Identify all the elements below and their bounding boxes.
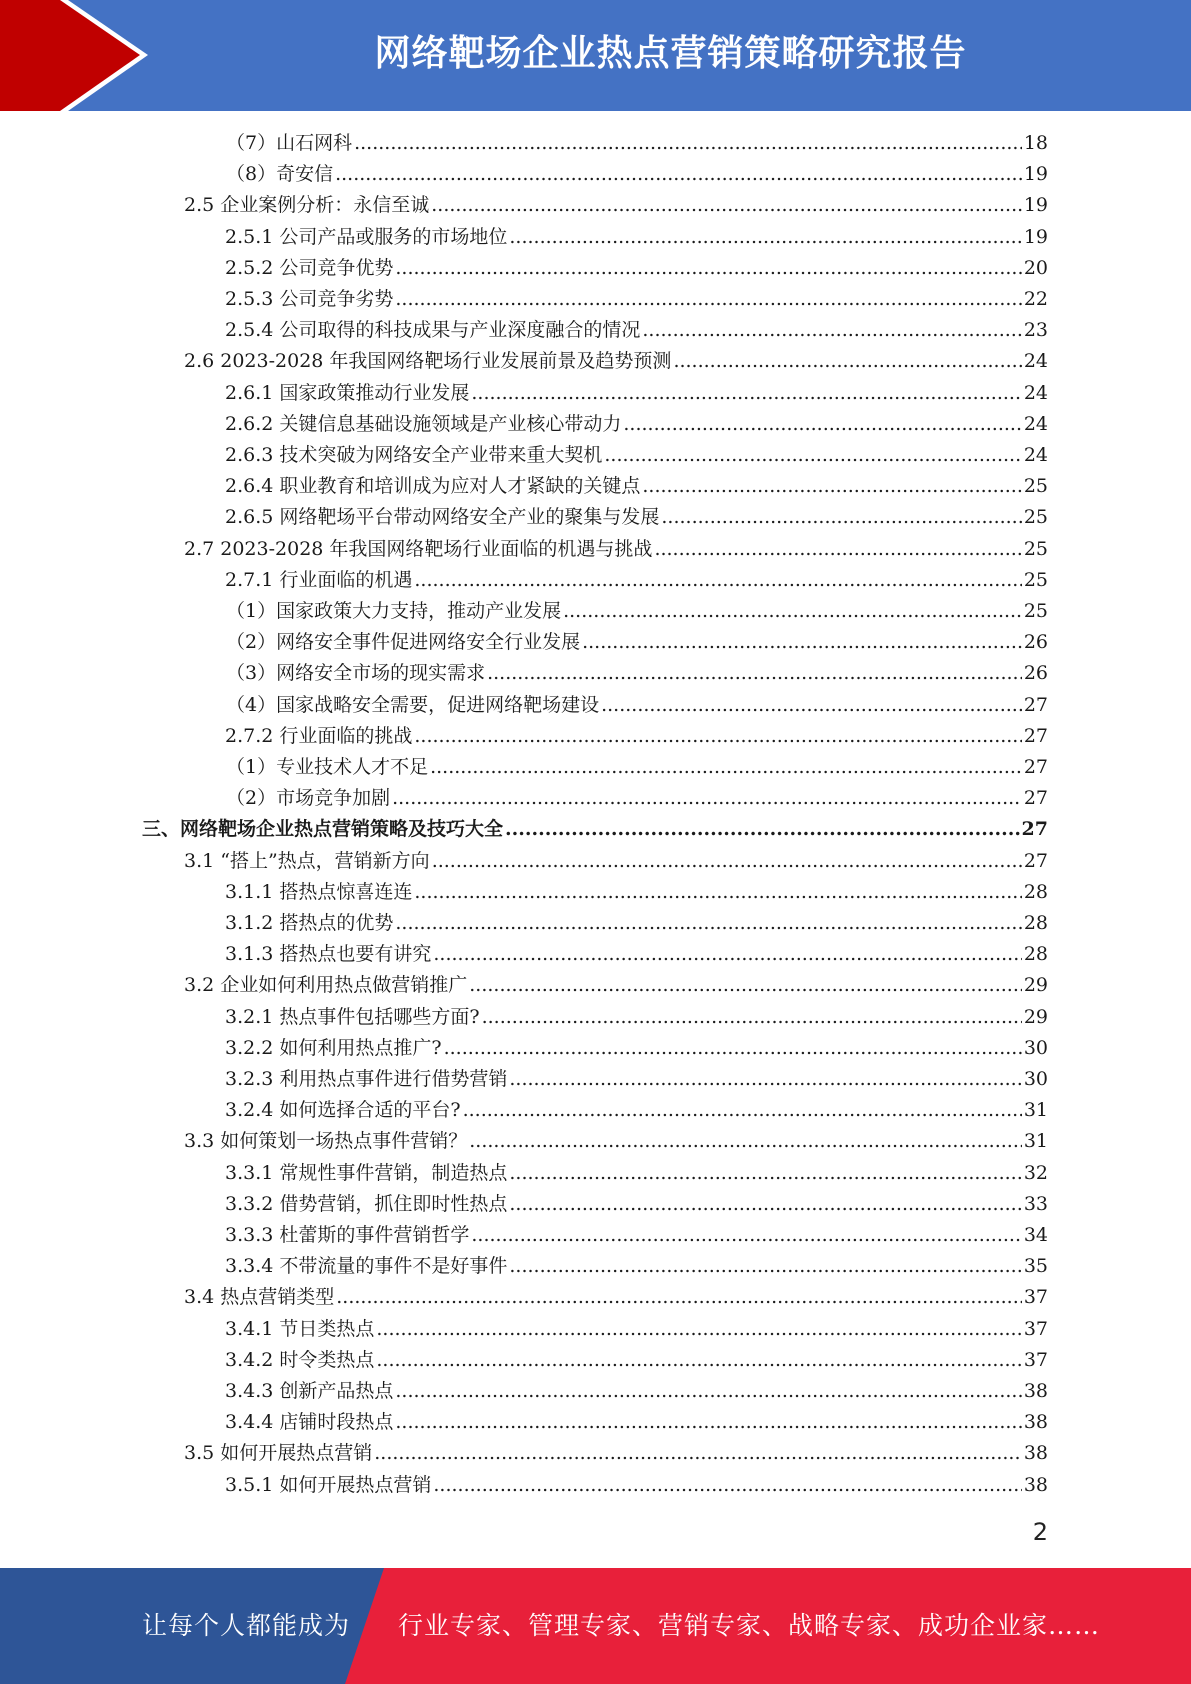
toc-entry-title: 2.6.1 国家政策推动行业发展 bbox=[225, 381, 470, 404]
toc-entry-page: 31 bbox=[1023, 1099, 1048, 1122]
toc-leader-dots bbox=[471, 1220, 1021, 1251]
toc-leader-dots bbox=[642, 315, 1021, 346]
toc-entry-title: （3）网络安全市场的现实需求 bbox=[226, 662, 486, 685]
toc-leader-dots bbox=[395, 1376, 1021, 1407]
toc-entry[interactable] bbox=[226, 159, 1048, 190]
toc-entry-title: 3.2.2 如何利用热点推广? bbox=[225, 1036, 442, 1059]
toc-entry-title: 2.5.2 公司竞争优势 bbox=[225, 256, 394, 279]
toc-entry-title: 2.7.2 行业面临的挑战 bbox=[225, 724, 413, 747]
toc-leader-dots bbox=[433, 939, 1021, 970]
toc-entry[interactable] bbox=[225, 1033, 1048, 1064]
toc-entry-title: 3.4.2 时令类热点 bbox=[225, 1348, 375, 1371]
toc-leader-dots bbox=[414, 721, 1021, 752]
toc-entry-title: 3.4 热点营销类型 bbox=[184, 1286, 335, 1309]
toc-leader-dots bbox=[582, 627, 1022, 658]
toc-entry[interactable] bbox=[225, 1470, 1048, 1501]
toc-leader-dots bbox=[335, 159, 1022, 190]
toc-leader-dots bbox=[433, 1470, 1021, 1501]
toc-entry[interactable] bbox=[225, 1002, 1048, 1033]
toc-entry-page: 19 bbox=[1023, 163, 1048, 186]
document-title: 网络靶场企业热点营销策略研究报告 bbox=[374, 33, 967, 74]
toc-entry-title: 2.7.1 行业面临的机遇 bbox=[225, 568, 413, 591]
toc-entry-page: 27 bbox=[1021, 818, 1048, 841]
toc-entry-page: 27 bbox=[1023, 849, 1048, 872]
toc-leader-dots bbox=[395, 908, 1021, 939]
toc-entry-page: 32 bbox=[1023, 1161, 1048, 1184]
toc-entry-page: 19 bbox=[1023, 194, 1048, 217]
toc-leader-dots bbox=[395, 1407, 1021, 1438]
toc-entry-title: 2.5.4 公司取得的科技成果与产业深度融合的情况 bbox=[225, 319, 641, 342]
toc-leader-dots bbox=[431, 190, 1022, 221]
toc-entry-page: 23 bbox=[1023, 319, 1048, 342]
toc-entry-title: （7）山石网科 bbox=[226, 132, 353, 154]
toc-entry-page: 28 bbox=[1023, 912, 1048, 934]
toc-entry-title: 3.1.3 搭热点也要有讲究 bbox=[225, 943, 432, 966]
toc-entry-title: （4）国家战略安全需要，促进网络靶场建设 bbox=[226, 693, 600, 716]
toc-entry[interactable] bbox=[225, 1095, 1048, 1126]
toc-entry-title: 2.6.3 技术突破为网络安全产业带来重大契机 bbox=[225, 444, 603, 466]
toc-entry-page: 38 bbox=[1023, 1442, 1048, 1465]
toc-entry-title: 3.4.4 店铺时段热点 bbox=[225, 1411, 394, 1434]
toc-leader-dots bbox=[509, 1158, 1021, 1189]
toc-entry-page: 37 bbox=[1023, 1348, 1048, 1371]
toc-entry[interactable] bbox=[184, 1126, 1048, 1157]
toc-entry-page: 38 bbox=[1023, 1411, 1048, 1434]
toc-entry[interactable] bbox=[225, 1314, 1048, 1345]
toc-entry[interactable] bbox=[225, 1158, 1048, 1189]
toc-entry-page: 27 bbox=[1023, 693, 1048, 716]
toc-entry[interactable] bbox=[225, 222, 1048, 253]
toc-entry-page: 37 bbox=[1023, 1286, 1048, 1309]
toc-entry-title: 3.2 企业如何利用热点做营销推广 bbox=[184, 974, 468, 997]
toc-entry[interactable] bbox=[184, 190, 1048, 221]
toc-entry-title: 2.6 2023-2028 年我国网络靶场行业发展前景及趋势预测 bbox=[184, 350, 672, 373]
toc-entry-title: 2.6.5 网络靶场平台带动网络安全产业的聚集与发展 bbox=[225, 506, 660, 529]
toc-entry[interactable] bbox=[225, 721, 1048, 752]
toc-entry[interactable] bbox=[225, 1189, 1048, 1220]
toc-leader-dots bbox=[392, 783, 1022, 814]
toc-entry-title: 3.5.1 如何开展热点营销 bbox=[225, 1473, 432, 1496]
toc-entry[interactable] bbox=[225, 409, 1048, 440]
toc-entry-page: 37 bbox=[1023, 1317, 1048, 1340]
toc-entry-page: 38 bbox=[1023, 1380, 1048, 1402]
toc-entry-page: 18 bbox=[1023, 132, 1048, 154]
toc-entry-page: 24 bbox=[1023, 381, 1048, 404]
toc-leader-dots bbox=[563, 596, 1022, 627]
toc-leader-dots bbox=[471, 378, 1021, 409]
toc-entry-title: 3.3 如何策划一场热点事件营销？ bbox=[184, 1130, 468, 1153]
toc-entry[interactable] bbox=[226, 752, 1048, 783]
toc-leader-dots bbox=[604, 440, 1021, 471]
toc-entry-page: 34 bbox=[1023, 1224, 1048, 1246]
toc-entry-page: 29 bbox=[1023, 974, 1048, 997]
toc-entry-page: 24 bbox=[1023, 350, 1048, 373]
toc-leader-dots bbox=[463, 1095, 1022, 1126]
toc-leader-dots bbox=[432, 846, 1022, 877]
toc-entry-page: 29 bbox=[1023, 1005, 1048, 1028]
toc-entry-title: 3.3.4 不带流量的事件不是好事件 bbox=[225, 1255, 508, 1278]
toc-entry[interactable] bbox=[184, 846, 1048, 877]
toc-entry-page: 24 bbox=[1023, 444, 1048, 466]
toc-leader-dots bbox=[509, 1064, 1021, 1095]
toc-leader-dots bbox=[414, 877, 1021, 908]
toc-entry-page: 20 bbox=[1023, 256, 1048, 279]
toc-entry-page: 22 bbox=[1023, 288, 1048, 310]
toc-entry-page: 27 bbox=[1023, 787, 1048, 810]
toc-leader-dots bbox=[673, 346, 1021, 377]
toc-entry-page: 28 bbox=[1023, 943, 1048, 966]
toc-entry-page: 25 bbox=[1023, 568, 1048, 591]
toc-entry-page: 25 bbox=[1023, 537, 1048, 560]
toc-leader-dots bbox=[469, 970, 1022, 1001]
toc-entry[interactable] bbox=[225, 908, 1048, 939]
toc-entry[interactable] bbox=[226, 596, 1048, 627]
toc-entry-page: 31 bbox=[1023, 1130, 1048, 1153]
toc-entry[interactable] bbox=[225, 378, 1048, 409]
toc-entry-page: 30 bbox=[1023, 1068, 1048, 1090]
toc-entry[interactable] bbox=[225, 284, 1048, 315]
toc-entry-page: 19 bbox=[1023, 225, 1048, 248]
toc-leader-dots bbox=[469, 1126, 1022, 1157]
toc-entry-title: 3.3.2 借势营销，抓住即时性热点 bbox=[225, 1192, 508, 1215]
header-band bbox=[0, 0, 1191, 111]
toc-entry[interactable] bbox=[226, 690, 1048, 721]
toc-leader-dots bbox=[642, 471, 1021, 502]
toc-leader-dots bbox=[430, 752, 1022, 783]
toc-leader-dots bbox=[444, 1033, 1022, 1064]
toc-entry-title: 2.5.1 公司产品或服务的市场地位 bbox=[225, 225, 508, 248]
footer-band bbox=[0, 1568, 1191, 1684]
toc-entry[interactable] bbox=[184, 1438, 1048, 1469]
toc-entry-page: 28 bbox=[1023, 880, 1048, 903]
toc-entry-page: 35 bbox=[1023, 1255, 1048, 1278]
toc-leader-dots bbox=[376, 1314, 1021, 1345]
toc-entry-page: 30 bbox=[1023, 1036, 1048, 1059]
toc-entry-title: 2.6.2 关键信息基础设施领域是产业核心带动力 bbox=[225, 412, 622, 435]
toc-entry-title: 3.2.4 如何选择合适的平台? bbox=[225, 1099, 461, 1122]
toc-entry[interactable] bbox=[184, 1282, 1048, 1313]
toc-entry-page: 24 bbox=[1023, 412, 1048, 435]
toc-entry-title: 2.7 2023-2028 年我国网络靶场行业面临的机遇与挑战 bbox=[184, 537, 653, 560]
toc-entry-page: 33 bbox=[1023, 1192, 1048, 1215]
footer-slogan-left: 让每个人都能成为 bbox=[142, 1611, 351, 1640]
toc-leader-dots bbox=[509, 1189, 1021, 1220]
toc-entry[interactable] bbox=[226, 128, 1048, 159]
toc-leader-dots bbox=[354, 128, 1022, 159]
toc-entry-title: （2）网络安全事件促进网络安全行业发展 bbox=[226, 631, 581, 654]
toc-entry[interactable] bbox=[184, 970, 1048, 1001]
toc-leader-dots bbox=[376, 1345, 1021, 1376]
toc-entry-page: 25 bbox=[1023, 600, 1048, 622]
toc-entry[interactable] bbox=[225, 565, 1048, 596]
toc-entry-title: 3.3.3 杜蕾斯的事件营销哲学 bbox=[225, 1224, 470, 1246]
toc-entry[interactable] bbox=[225, 1220, 1048, 1251]
toc-entry[interactable] bbox=[226, 783, 1048, 814]
toc-entry[interactable] bbox=[225, 1407, 1048, 1438]
toc-entry[interactable] bbox=[225, 939, 1048, 970]
toc-leader-dots bbox=[509, 1251, 1021, 1282]
toc-leader-dots bbox=[505, 814, 1020, 845]
toc-leader-dots bbox=[487, 658, 1022, 689]
toc-entry-title: 3.4.1 节日类热点 bbox=[225, 1317, 375, 1340]
toc-entry[interactable] bbox=[184, 534, 1048, 565]
toc-entry-page: 26 bbox=[1023, 631, 1048, 654]
toc-entry-title: （2）市场竞争加剧 bbox=[226, 787, 391, 810]
toc-entry[interactable] bbox=[226, 627, 1048, 658]
toc-entry[interactable] bbox=[142, 814, 1048, 845]
footer-slogan-right: 行业专家、管理专家、营销专家、战略专家、成功企业家…… bbox=[398, 1611, 1101, 1640]
toc-entry[interactable] bbox=[225, 315, 1048, 346]
toc-leader-dots bbox=[654, 534, 1021, 565]
toc-leader-dots bbox=[395, 253, 1021, 284]
toc-entry[interactable] bbox=[226, 658, 1048, 689]
toc-entry[interactable] bbox=[225, 440, 1048, 471]
toc-entry-page: 27 bbox=[1023, 756, 1048, 778]
toc-entry-title: （1）国家政策大力支持，推动产业发展 bbox=[226, 600, 562, 622]
toc-entry-title: 3.2.3 利用热点事件进行借势营销 bbox=[225, 1068, 508, 1090]
toc-entry-title: 3.1.1 搭热点惊喜连连 bbox=[225, 880, 413, 903]
toc-entry-title: 3.1.2 搭热点的优势 bbox=[225, 912, 394, 934]
toc-entry[interactable] bbox=[225, 1251, 1048, 1282]
toc-entry-page: 25 bbox=[1023, 506, 1048, 529]
toc-leader-dots bbox=[509, 222, 1021, 253]
toc-entry-title: 3.5 如何开展热点营销 bbox=[184, 1442, 373, 1465]
toc-entry[interactable] bbox=[225, 877, 1048, 908]
toc-entry[interactable] bbox=[225, 253, 1048, 284]
toc-entry[interactable] bbox=[225, 1376, 1048, 1407]
toc-leader-dots bbox=[414, 565, 1021, 596]
toc-leader-dots bbox=[395, 284, 1021, 315]
toc-entry[interactable] bbox=[225, 1345, 1048, 1376]
toc-entry-page: 38 bbox=[1023, 1473, 1048, 1496]
toc-leader-dots bbox=[482, 1002, 1022, 1033]
toc-entry-title: （8）奇安信 bbox=[226, 163, 334, 186]
toc-entry-page: 25 bbox=[1023, 475, 1048, 498]
toc-entry-title: 2.5 企业案例分析：永信至诚 bbox=[184, 194, 430, 217]
toc-entry[interactable] bbox=[225, 471, 1048, 502]
toc-leader-dots bbox=[623, 409, 1021, 440]
toc-entry-title: 3.4.3 创新产品热点 bbox=[225, 1380, 394, 1402]
toc-entry-title: 3.3.1 常规性事件营销，制造热点 bbox=[225, 1161, 508, 1184]
toc-entry-title: 三、网络靶场企业热点营销策略及技巧大全 bbox=[142, 818, 504, 841]
toc-entry[interactable] bbox=[225, 1064, 1048, 1095]
toc-leader-dots bbox=[601, 690, 1022, 721]
toc-entry-title: 2.6.4 职业教育和培训成为应对人才紧缺的关键点 bbox=[225, 475, 641, 498]
toc-leader-dots bbox=[336, 1282, 1022, 1313]
toc-entry-page: 27 bbox=[1023, 724, 1048, 747]
toc-leader-dots bbox=[374, 1438, 1022, 1469]
toc-entry-title: 3.1 “搭上”热点，营销新方向 bbox=[184, 849, 430, 872]
toc-entry[interactable] bbox=[225, 502, 1048, 533]
page-number: 2 bbox=[1032, 1518, 1048, 1546]
toc-entry-title: 3.2.1 热点事件包括哪些方面? bbox=[225, 1005, 480, 1028]
toc-entry[interactable] bbox=[184, 346, 1048, 377]
toc-entry-page: 26 bbox=[1023, 662, 1048, 685]
toc-entry-title: （1）专业技术人才不足 bbox=[226, 756, 429, 778]
toc-leader-dots bbox=[661, 502, 1021, 533]
toc-entry-title: 2.5.3 公司竞争劣势 bbox=[225, 288, 394, 310]
